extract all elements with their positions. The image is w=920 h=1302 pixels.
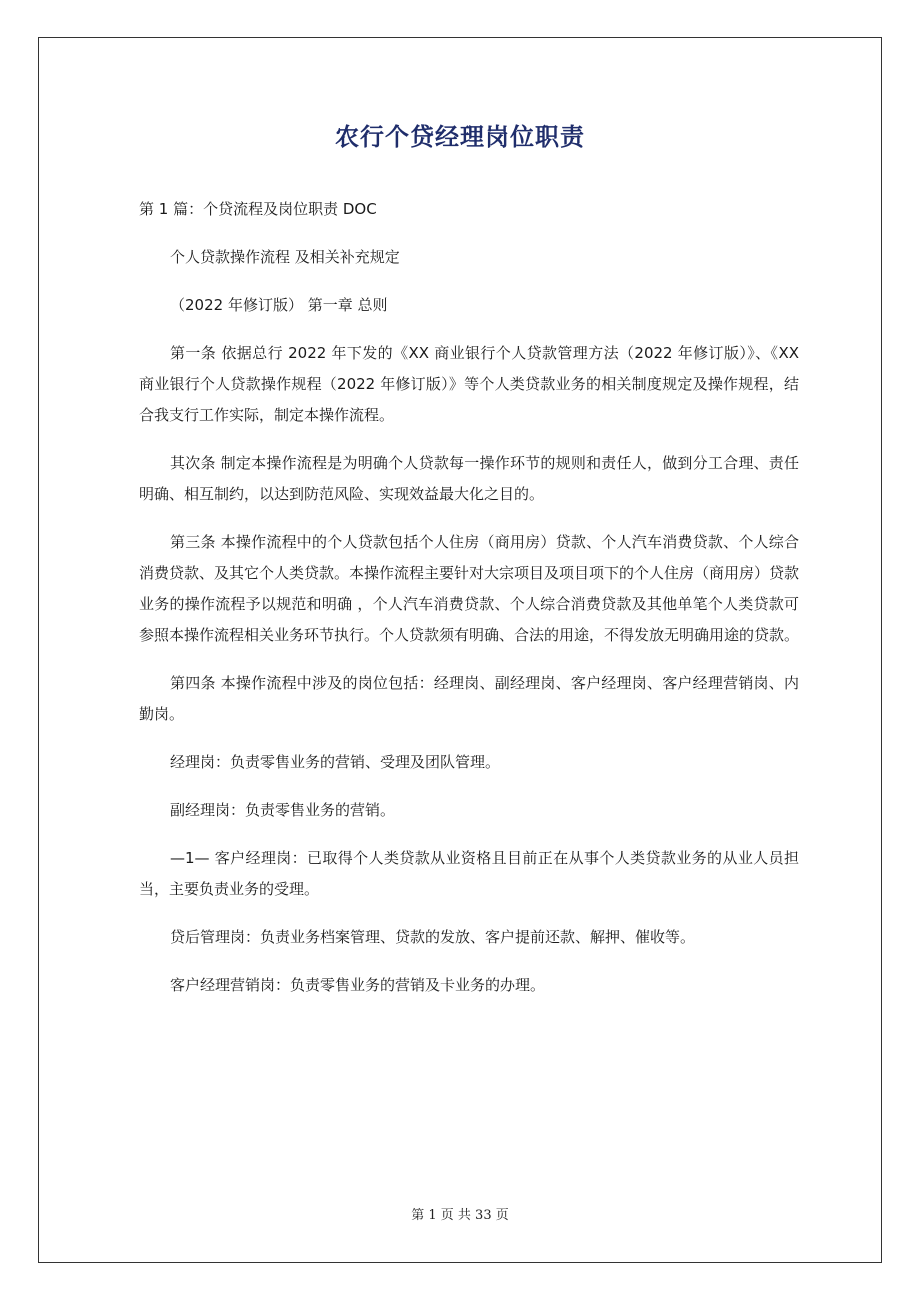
page-number-footer: 第 1 页 共 33 页 bbox=[411, 1208, 509, 1223]
paragraph: 第三条 本操作流程中的个人贷款包括个人住房（商用房）贷款、个人汽车消费贷款、个人综合消费贷款、及其它个人类贷款。本操作流程主要针对大宗项目及项目项下的个人住房（商用房）贷款业务的操作流程予以规范和明确 ，个人汽车消费贷款、个人综合消费贷款及其他单笔个人类贷款可参照本操作流程相关业务环节执行。个人贷款须有明确、合法的用途，不得发放无明确用途的贷款。 bbox=[139, 533, 800, 644]
paragraph: 个人贷款操作流程 及相关补充规定 bbox=[170, 248, 400, 266]
document-title: 农行个贷经理岗位职责 bbox=[335, 123, 585, 151]
paragraph: （2022 年修订版） 第一章 总则 bbox=[170, 296, 388, 314]
paragraph: 其次条 制定本操作流程是为明确个人贷款每一操作环节的规则和责任人，做到分工合理、责任明确、相互制约，以达到防范风险、实现效益最大化之目的。 bbox=[139, 454, 799, 503]
document-body bbox=[139, 194, 799, 1018]
paragraph: 贷后管理岗：负责业务档案管理、贷款的发放、客户提前还款、解押、催收等。 bbox=[170, 928, 696, 946]
paragraph: 第四条 本操作流程中涉及的岗位包括：经理岗、副经理岗、客户经理岗、客户经理营销岗、内勤岗。 bbox=[139, 674, 799, 723]
section-heading: 第 1 篇：个贷流程及岗位职责 DOC bbox=[139, 200, 377, 218]
paragraph: 第一条 依据总行 2022 年下发的《XX 商业银行个人贷款管理方法（2022 年修订版）》、《XX 商业银行个人贷款操作规程（2022 年修订版）》等个人类贷款业务的相关制度规定及操作规程，结合我支行工作实际，制定本操作流程。 bbox=[139, 344, 799, 424]
paragraph: 副经理岗：负责零售业务的营销。 bbox=[170, 801, 396, 819]
paragraph: 经理岗：负责零售业务的营销、受理及团队管理。 bbox=[170, 753, 501, 771]
paragraph: 客户经理营销岗：负责零售业务的营销及卡业务的办理。 bbox=[170, 976, 546, 994]
paragraph: —1— 客户经理岗：已取得个人类贷款从业资格且目前正在从事个人类贷款业务的从业人员担当，主要负责业务的受理。 bbox=[139, 849, 799, 898]
